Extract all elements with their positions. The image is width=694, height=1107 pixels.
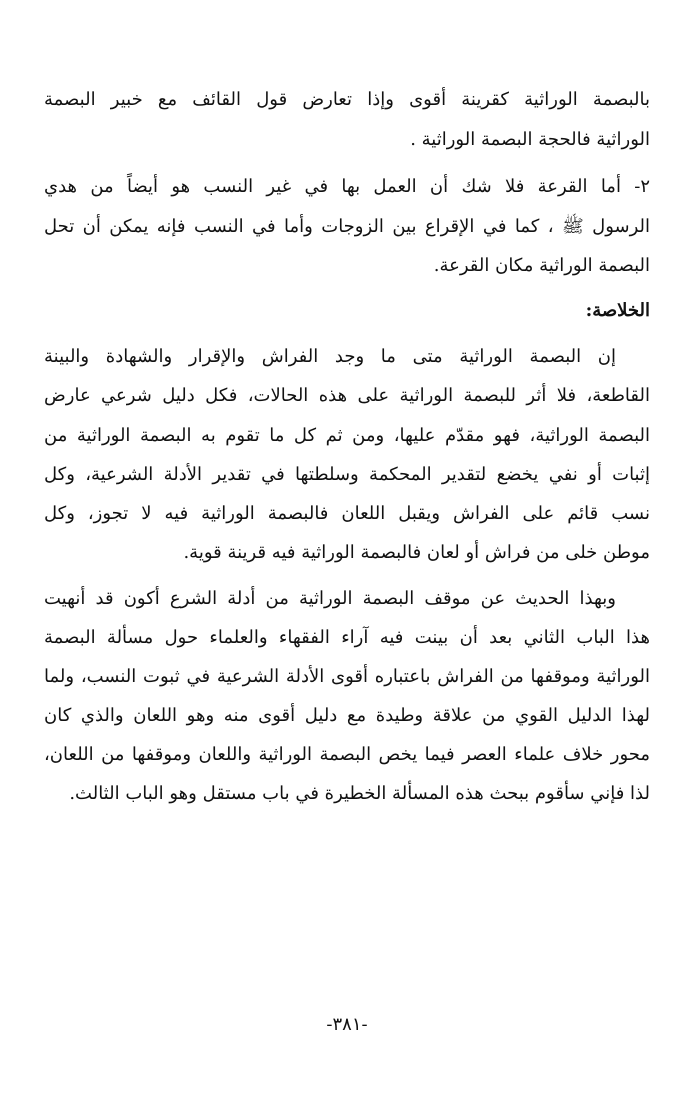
paragraph-4-line-3: الوراثية وموقفها من الفراش باعتباره أقوى الأدلة الشرعية في ثبوت النسب، ولما (44, 666, 650, 687)
page-number: -٣٨١- (326, 1014, 368, 1035)
paragraph-4-line-4: لهذا الدليل القوي من علاقة وطيدة مع دليل أقوى منه وهو اللعان والذي كان (44, 705, 650, 726)
paragraph-3-line-1: إن البصمة الوراثية متى ما وجد الفراش والإقرار والشهادة والبينة (44, 346, 616, 367)
paragraph-2-line-2: الرسول ﷺ ، كما في الإقراع بين الزوجات وأما في النسب فإنه يمكن أن تحل (44, 216, 650, 237)
paragraph-3-line-5: نسب قائم على الفراش ويقبل اللعان فالبصمة الوراثية فيه لا تجوز، وكل (44, 503, 650, 524)
paragraph-2-line-3: البصمة الوراثية مكان القرعة. (433, 255, 650, 276)
paragraph-1-line-2: الوراثية فالحجة البصمة الوراثية . (410, 129, 650, 150)
paragraph-4-line-1: وبهذا الحديث عن موقف البصمة الوراثية من أدلة الشرع أكون قد أنهيت (44, 588, 616, 609)
paragraph-4-line-5: محور خلاف علماء العصر فيما يخص البصمة الوراثية واللعان وموقفها من اللعان، (44, 744, 650, 765)
paragraph-3-line-3: البصمة الوراثية، فهو مقدّم عليها، ومن ثم كل ما تقوم به البصمة الوراثية من (44, 425, 650, 446)
paragraph-4-line-6: لذا فإني سأقوم ببحث هذه المسألة الخطيرة في باب مستقل وهو الباب الثالث. (69, 783, 650, 804)
paragraph-2-line-1: ٢- أما القرعة فلا شك أن العمل بها في غير النسب هو أيضاً من هدي (44, 176, 650, 197)
paragraph-3-line-4: إثبات أو نفي يخضع لتقدير المحكمة وسلطتها في تقدير الأدلة الشرعية، وكل (44, 464, 650, 485)
paragraph-1-line-1: بالبصمة الوراثية كقرينة أقوى وإذا تعارض قول القائف مع خبير البصمة (44, 89, 650, 110)
paragraph-3-line-2: القاطعة، فلا أثر للبصمة الوراثية على هذه الحالات، فكل دليل شرعي عارض (44, 385, 650, 406)
paragraph-4-line-2: هذا الباب الثاني بعد أن بينت فيه آراء الفقهاء والعلماء حول مسألة البصمة (44, 627, 650, 648)
paragraph-3-line-6: موطن خلى من فراش أو لعان فالبصمة الوراثية فيه قرينة قوية. (183, 542, 650, 563)
summary-heading: الخلاصة: (585, 300, 650, 321)
